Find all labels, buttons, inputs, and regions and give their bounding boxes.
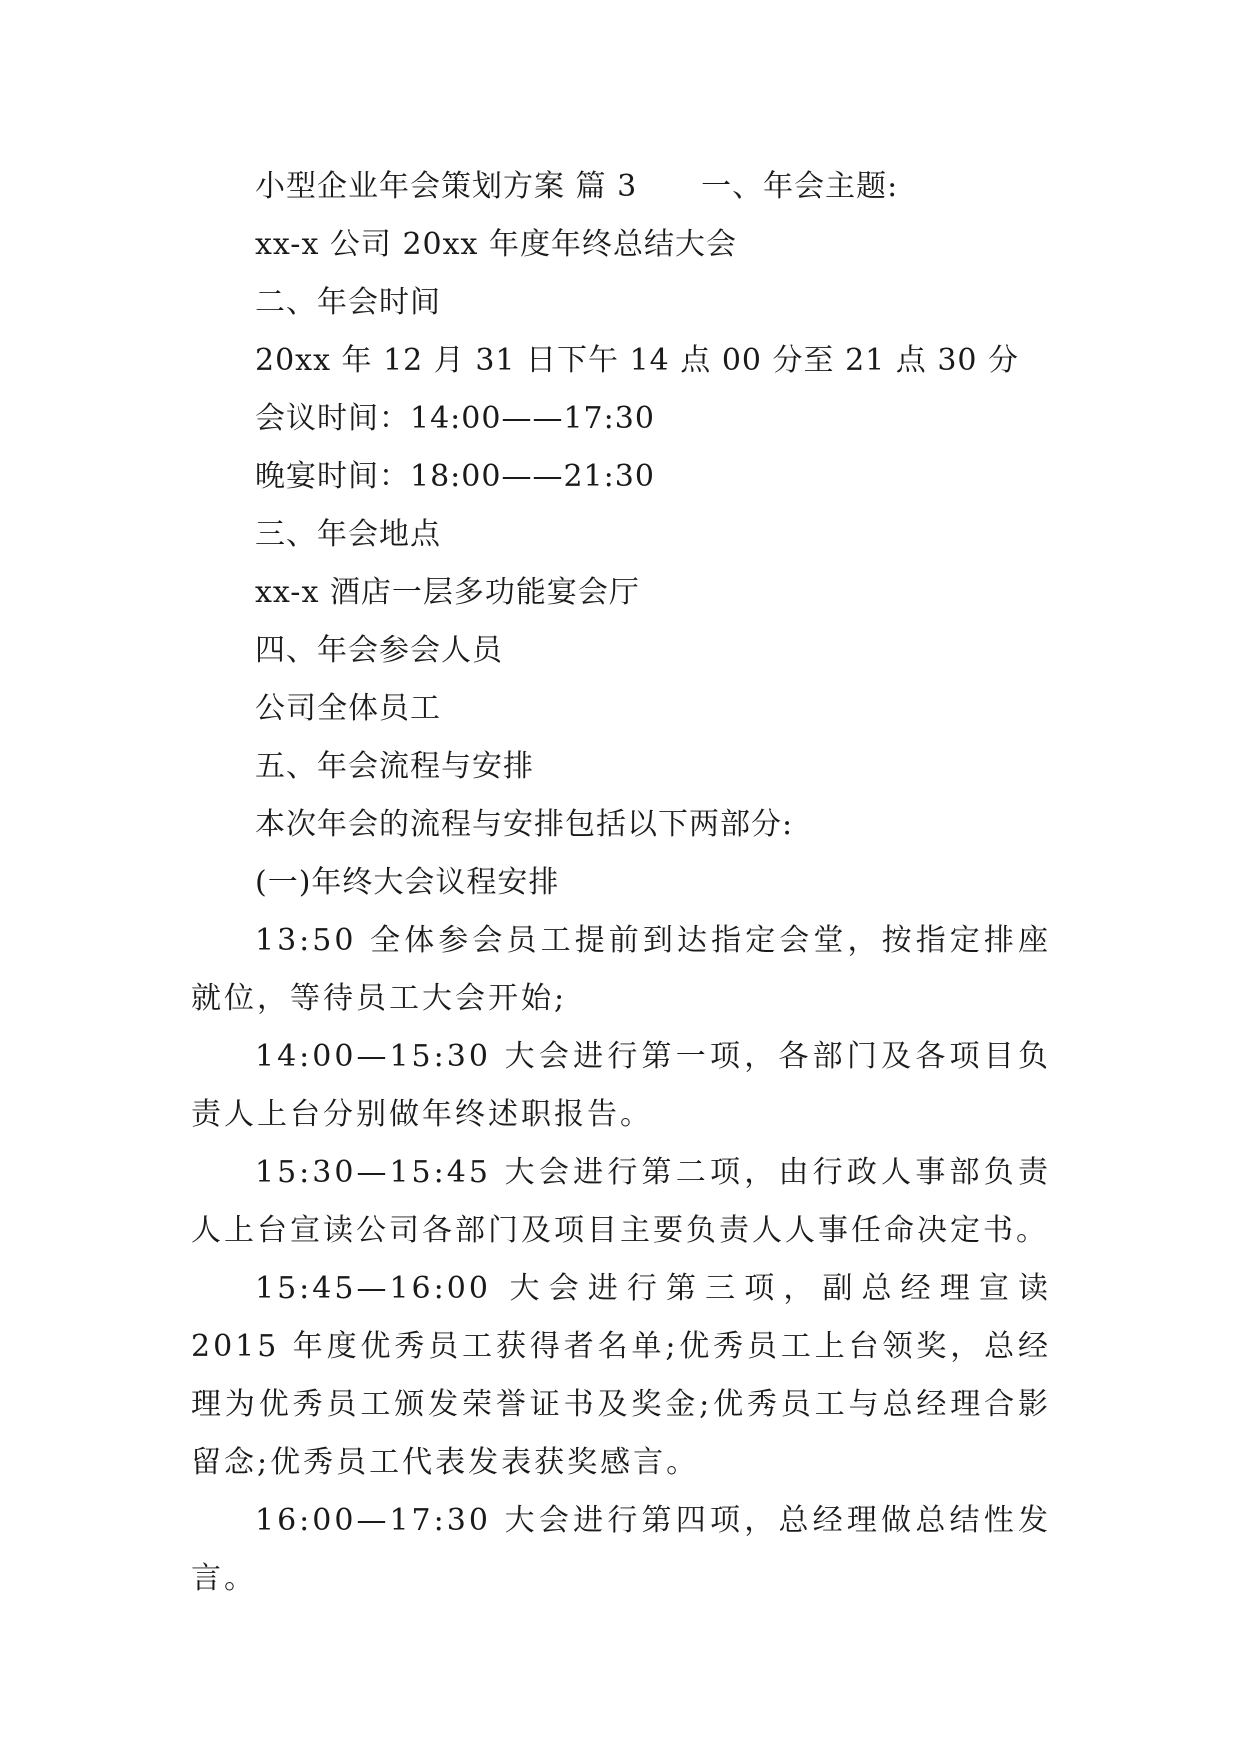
agenda-paragraph: 16:00—17:30 大会进行第四项，总经理做总结性发言。 — [191, 1503, 1051, 1596]
agenda-paragraph: 14:00—15:30 大会进行第一项，各部门及各项目负责人上台分别做年终述职报告。 — [191, 1039, 1051, 1132]
section-heading-attendees: 四、年会参会人员 — [255, 633, 503, 668]
theme-text: xx-x 公司 20xx 年度年终总结大会 — [255, 227, 737, 262]
document-body — [191, 158, 1071, 1608]
document-title-line — [191, 158, 1071, 216]
agenda-paragraph: 15:30—15:45 大会进行第二项，由行政人事部负责人上台宣读公司各部门及项目主要负责人人事任命决定书。 — [191, 1155, 1051, 1248]
venue-text: xx-x 酒店一层多功能宴会厅 — [255, 575, 640, 610]
agenda-paragraph: 13:50 全体参会员工提前到达指定会堂，按指定排座就位，等待员工大会开始; — [191, 923, 1051, 1016]
dinner-time-text: 晚宴时间：18:00——21:30 — [255, 459, 655, 494]
time-text: 20xx 年 12 月 31 日下午 14 点 00 分至 21 点 30 分 — [255, 343, 1020, 378]
section-heading-theme: 一、年会主题: — [701, 169, 899, 204]
section-heading-process: 五、年会流程与安排 — [255, 749, 534, 784]
process-intro-text: 本次年会的流程与安排包括以下两部分: — [255, 807, 794, 842]
meeting-time-text: 会议时间：14:00——17:30 — [255, 401, 655, 436]
section-heading-venue: 三、年会地点 — [255, 517, 441, 552]
subsection-heading-agenda: (一)年终大会议程安排 — [255, 865, 560, 900]
attendees-text: 公司全体员工 — [255, 691, 441, 726]
section-heading-time: 二、年会时间 — [255, 285, 441, 320]
document-title: 小型企业年会策划方案 篇 3 — [255, 169, 638, 204]
agenda-paragraph: 15:45—16:00 大会进行第三项，副总经理宣读 2015 年度优秀员工获得者名单;优秀员工上台领奖，总经理为优秀员工颁发荣誉证书及奖金;优秀员工与总经理合影留念;优秀员工代表发表获奖感言。 — [191, 1271, 1051, 1480]
